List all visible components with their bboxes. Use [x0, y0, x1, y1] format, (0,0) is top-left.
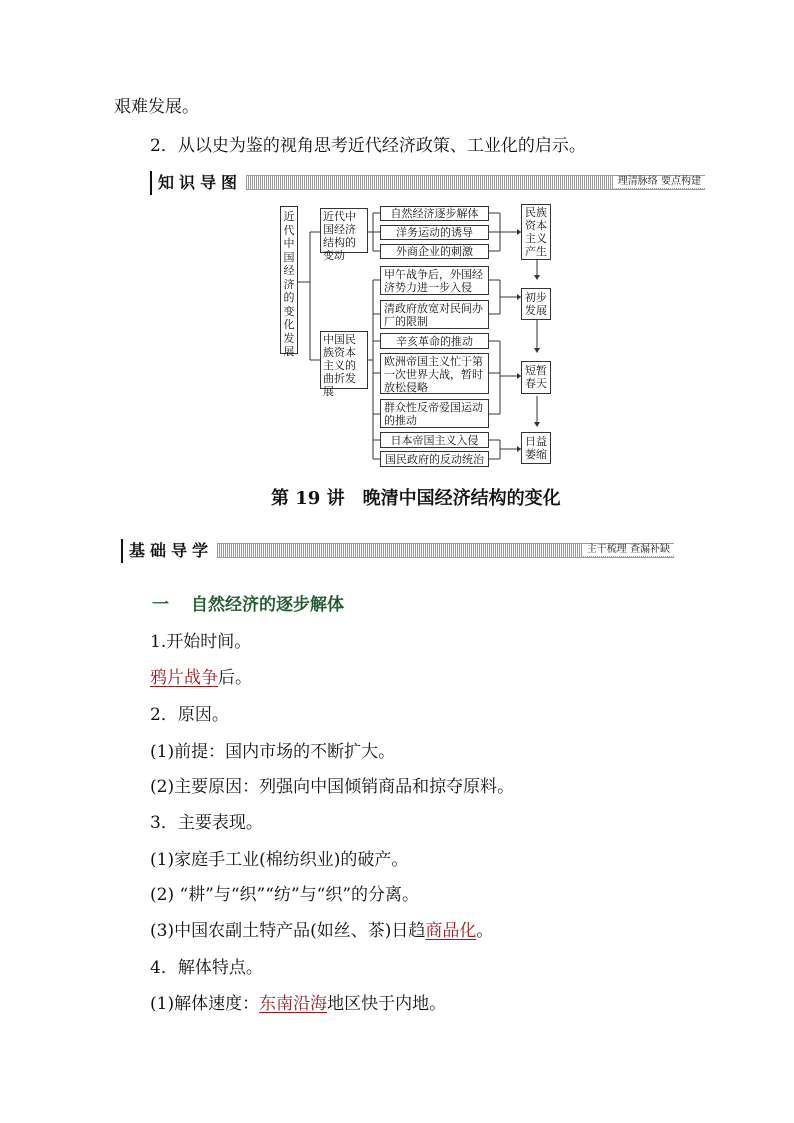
banner-title: 基础导学 — [121, 539, 217, 563]
item-2-2: (2)主要原因：列强向中国倾销商品和掠夺原料。 — [150, 777, 515, 797]
cause-japanese-invasion: 日本帝国主义入侵 — [380, 432, 489, 448]
item-4-1-suffix: 地区快于内地。 — [327, 994, 447, 1014]
cause-sino-japanese-war: 甲午战争后，外国经济势力进一步入侵 — [380, 266, 489, 295]
item-1-suffix: 后。 — [218, 668, 252, 688]
section-number: 一 — [152, 595, 169, 615]
banner-subtitle: 主干梳理 查漏补缺 — [583, 544, 674, 556]
item-4-1-prefix: (1)解体速度： — [150, 994, 260, 1014]
mind-map-root: 近代中国经济的变化发展 — [280, 206, 298, 354]
cause-qing-policy: 清政府放宽对民间办厂的限制 — [380, 300, 489, 329]
item-3-2: (2) “耕”与“织”“纺”与“织”的分离。 — [150, 885, 420, 905]
item-3-1: (1)家庭手工业(棉纺织业)的破产。 — [150, 850, 409, 870]
cause-patriotic-movement: 群众性反帝爱国运动的推动 — [380, 399, 489, 428]
cause-westernization: 洋务运动的诱导 — [380, 225, 489, 240]
banner-subtitle: 理清脉络 要点构建 — [614, 176, 705, 188]
item-4-heading: 4．解体特点。 — [150, 958, 263, 978]
item-1-heading: 1.开始时间。 — [150, 632, 252, 652]
answer-opium-war: 鸦片战争 — [150, 668, 218, 688]
answer-southeast-coast: 东南沿海 — [259, 994, 328, 1014]
answer-commercialization: 商品化 — [425, 921, 477, 941]
item-2-1: (1)前提：国内市场的不断扩大。 — [150, 742, 396, 762]
cause-foreign-enterprises: 外商企业的刺激 — [380, 244, 489, 259]
intro-line-1: 艰难发展。 — [114, 97, 199, 117]
cause-nationalist-rule: 国民政府的反动统治 — [380, 451, 489, 467]
outcome-decline: 日益萎缩 — [521, 432, 551, 464]
item-1-answer-line — [150, 667, 252, 689]
outcome-emergence: 民族资本主义产生 — [521, 204, 551, 260]
outcome-brief-spring: 短暂春天 — [521, 361, 551, 394]
item-3-heading: 3．主要表现。 — [150, 813, 263, 833]
item-3-3 — [150, 920, 493, 942]
branch-national-capitalism: 中国民族资本主义的曲折发展 — [320, 331, 368, 389]
section-heading — [152, 594, 344, 616]
basic-study-banner — [121, 539, 674, 563]
banner-title: 知识导图 — [150, 171, 246, 195]
cause-xinhai-revolution: 辛亥革命的推动 — [380, 333, 489, 349]
outcome-initial-development: 初步发展 — [521, 288, 551, 320]
cause-world-war-one: 欧洲帝国主义忙于第一次世界大战，暂时放松侵略 — [380, 353, 489, 394]
lesson-title: 第 19 讲 晚清中国经济结构的变化 — [271, 488, 561, 509]
item-2-heading: 2．原因。 — [150, 705, 229, 725]
item-4-1 — [150, 993, 446, 1015]
branch-economic-structure: 近代中国经济结构的变动 — [320, 208, 368, 253]
item-3-3-prefix: (3)中国农副土特产品(如丝、茶)日趋 — [150, 921, 426, 941]
intro-line-2: 2．从以史为鉴的视角思考近代经济政策、工业化的启示。 — [150, 136, 586, 156]
section-title: 自然经济的逐步解体 — [191, 595, 344, 615]
item-3-3-suffix: 。 — [476, 921, 494, 941]
cause-natural-economy: 自然经济逐步解体 — [380, 206, 489, 221]
